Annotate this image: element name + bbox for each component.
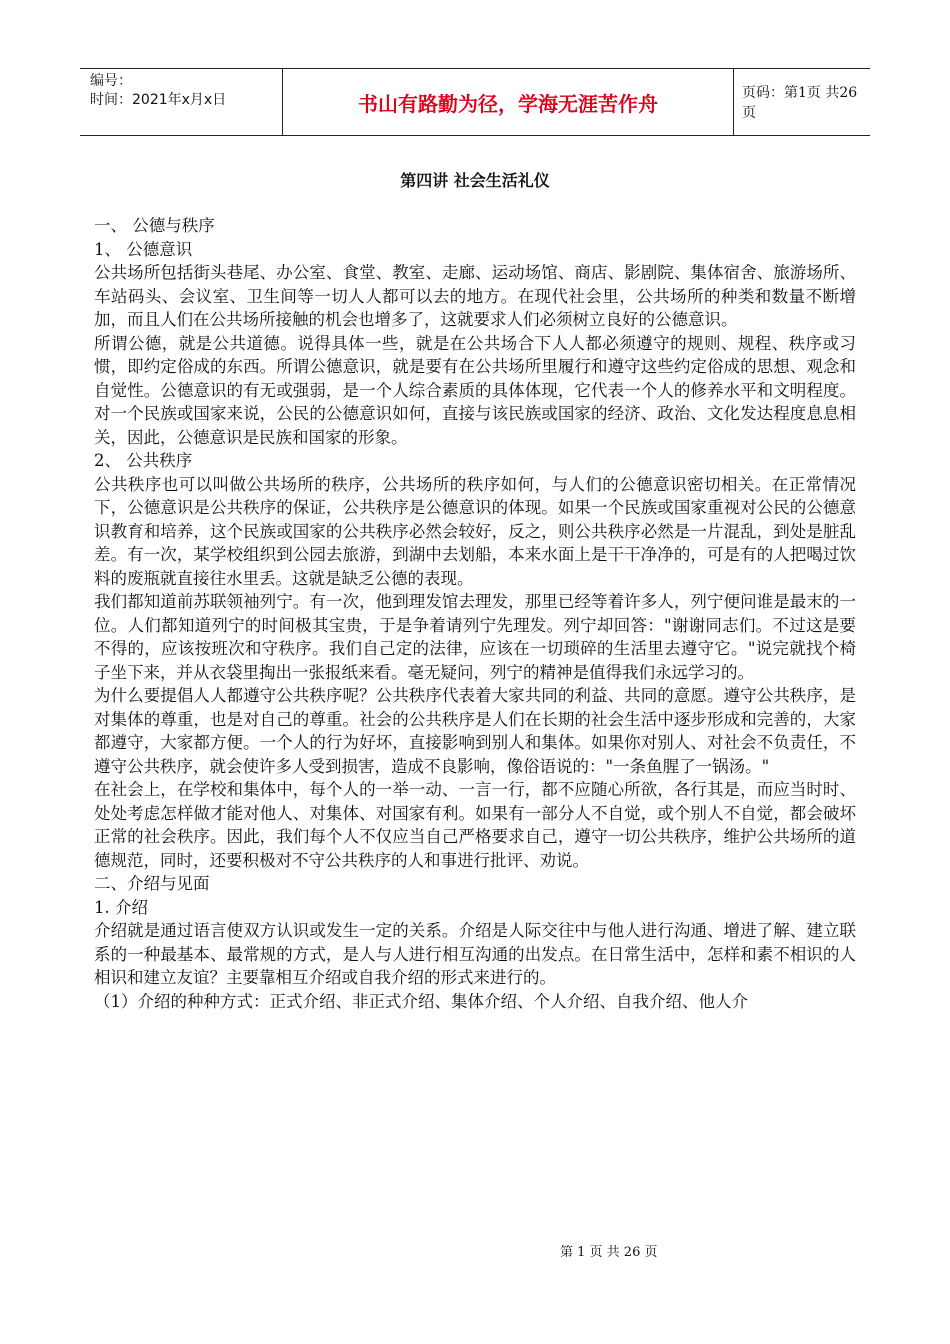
paragraph: 为什么要提倡人人都遵守公共秩序呢？公共秩序代表着大家共同的利益、共同的意愿。遵守公共秩序，是对集体的尊重，也是对自己的尊重。社会的公共秩序是人们在长期的社会生活中逐步形成和完善的，大家都遵守，大家都方便。一个人的行为好坏，直接影响到别人和集体。如果你对别人、对社会不负责任，不遵守公共秩序，就会使许多人受到损害，造成不良影响，像俗语说的："一条鱼腥了一锅汤。" [94, 686, 856, 776]
paragraph: （1）介绍的种种方式：正式介绍、非正式介绍、集体介绍、个人介绍、自我介绍、他人介 [94, 991, 748, 1011]
paragraph: 公共场所包括街头巷尾、办公室、食堂、教室、走廊、运动场馆、商店、影剧院、集体宿舍、旅游场所、车站码头、会议室、卫生间等一切人人都可以去的地方。在现代社会里，公共场所的种类和数量不断增加，而且人们在公共场所接触的机会也增多了，这就要求人们必须树立良好的公德意识。 [94, 263, 856, 329]
subsection-heading: 1、 公德意识 [94, 239, 193, 259]
section-heading: 二、介绍与见面 [94, 874, 210, 893]
page-header [80, 68, 870, 136]
subsection-heading: 1. 介绍 [94, 897, 148, 917]
document-title: 第四讲 社会生活礼仪 [400, 171, 550, 190]
subsection-heading: 2、 公共秩序 [94, 451, 193, 470]
header-meta [80, 69, 282, 135]
document-body [94, 214, 856, 1013]
time-label: 时间：2021年x月x日 [90, 92, 227, 108]
header-slogan: 书山有路勤为径，学海无涯苦作舟 [282, 69, 734, 135]
paragraph: 介绍就是通过语言使双方认识或发生一定的关系。介绍是人际交往中与他人进行沟通、增进了解、建立联系的一种最基本、最常规的方式，是人与人进行相互沟通的出发点。在日常生活中，怎样和素不相识的人相识和建立友谊？主要靠相互介绍或自我介绍的形式来进行的。 [94, 921, 856, 987]
paragraph: 所谓公德，就是公共道德。说得具体一些，就是在公共场合下人人都必须遵守的规则、规程、秩序或习惯，即约定俗成的东西。所谓公德意识，就是要有在公共场所里履行和遵守这些约定俗成的思想、观念和自觉性。公德意识的有无或强弱，是一个人综合素质的具体体现，它代表一个人的修养水平和文明程度。对一个民族或国家来说，公民的公德意识如何，直接与该民族或国家的经济、政治、文化发达程度息息相关，因此，公德意识是民族和国家的形象。 [94, 333, 856, 447]
paragraph: 我们都知道前苏联领袖列宁。有一次，他到理发馆去理发，那里已经等着许多人，列宁便问谁是最末的一位。人们都知道列宁的时间极其宝贵，于是争着请列宁先理发。列宁却回答："谢谢同志们。不过这是要不得的，应该按班次和守秩序。我们自己定的法律，应该在一切琐碎的生活里去遵守它。"说完就找个椅子坐下来，并从衣袋里掏出一张报纸来看。毫无疑问，列宁的精神是值得我们永远学习的。 [94, 592, 856, 682]
number-label: 编号： [90, 73, 132, 89]
paragraph: 公共秩序也可以叫做公共场所的秩序，公共场所的秩序如何，与人们的公德意识密切相关。在正常情况下，公德意识是公共秩序的保证，公共秩序是公德意识的体现。如果一个民族或国家重视对公民的公德意识教育和培养，这个民族或国家的公共秩序必然会较好，反之，则公共秩序必然是一片混乱，到处是脏乱差。有一次，某学校组织到公园去旅游，到湖中去划船，本来水面上是干干净净的，可是有的人把喝过饮料的废瓶就直接往水里丢。这就是缺乏公德的表现。 [94, 474, 856, 588]
page-footer: 第 1 页 共 26 页 [560, 1245, 658, 1260]
section-heading: 一、 公德与秩序 [94, 216, 215, 235]
paragraph: 在社会上，在学校和集体中，每个人的一举一动、一言一行，都不应随心所欲，各行其是，而应当时时、处处考虑怎样做才能对他人、对集体、对国家有利。如果有一部分人不自觉，或个别人不自觉，都会破坏正常的社会秩序。因此，我们每个人不仅应当自己严格要求自己，遵守一切公共秩序，维护公共场所的道德规范，同时，还要积极对不守公共秩序的人和事进行批评、劝说。 [94, 780, 856, 870]
header-page-info: 页码：第1页 共26页 [742, 85, 858, 121]
